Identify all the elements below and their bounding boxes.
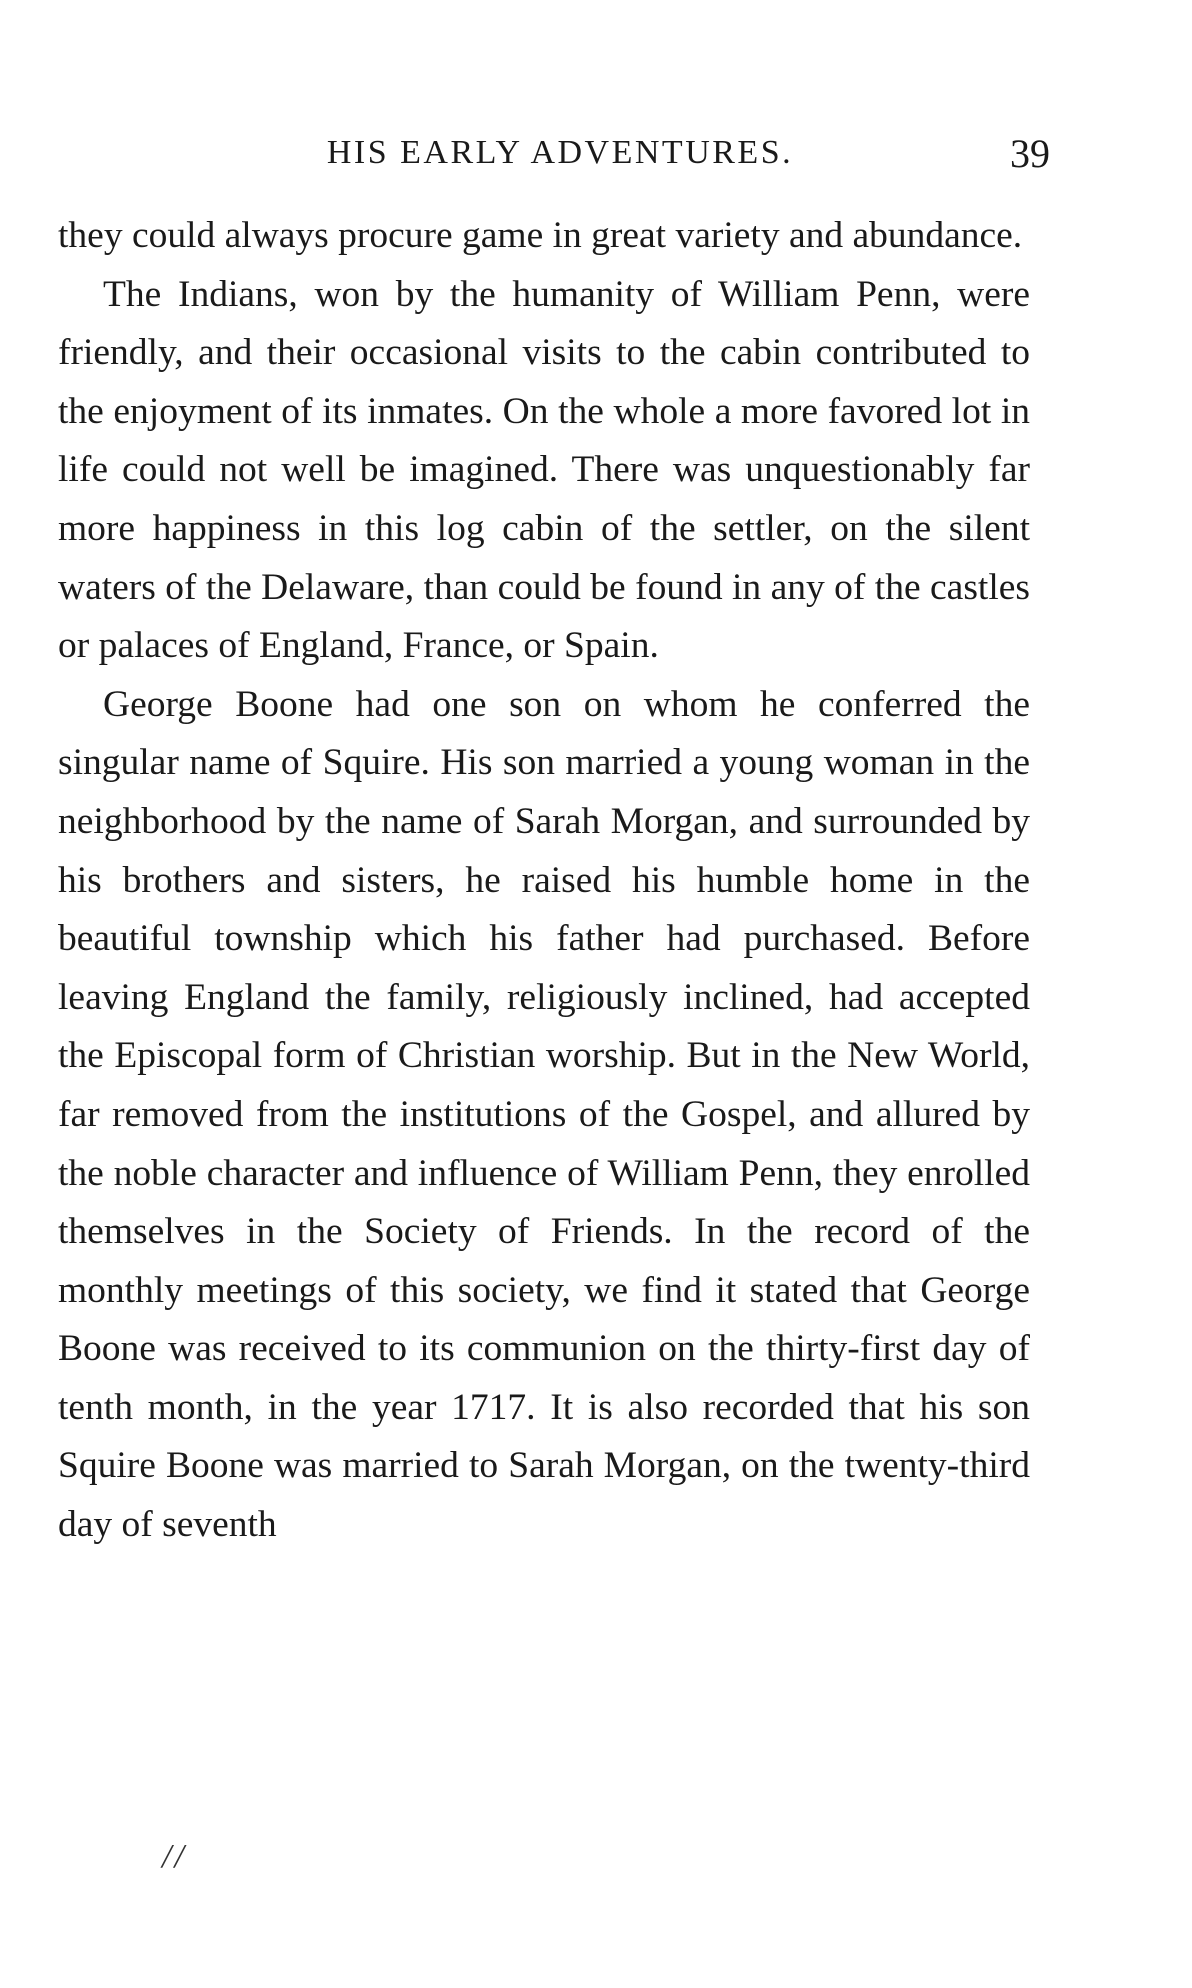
running-head-title: HIS EARLY ADVENTURES. <box>326 134 794 171</box>
running-head <box>60 131 1050 184</box>
paragraph-2: The Indians, won by the humanity of William Penn, were friendly, and their occasional visits to the cabin contributed to the enjoyment of its inmates. On the whole a more favored lot in life could not well be imagined. There was unquestionably far more happiness in this log cabin of the settler, on the silent waters of the Delaware, than could be found in any of the castles or palaces of England, France, or Spain. <box>58 273 1030 667</box>
footer-mark: // <box>162 1838 187 1875</box>
page-number: 39 <box>1010 131 1050 176</box>
paragraph-1: they could always procure game in great variety and abundance. <box>58 215 1023 256</box>
paragraph-3: George Boone had one son on whom he conferred the singular name of Squire. His son married a young woman in the neighborhood by the name of Sarah Morgan, and surrounded by his brothers and sisters, he raised his humble home in the beautiful township which his father had purchased. Before leaving England the family, religiously inclined, had accepted the Episcopal form of Christian worship. But in the New World, far removed from the institutions of the Gospel, and allured by the noble character and influence of William Penn, they enrolled themselves in the Society of Friends. In the record of the monthly meetings of this society, we find it stated that George Boone was received to its communion on the thirty-first day of tenth month, in the year 1717. It is also recorded that his son Squire Boone was married to Sarah Morgan, on the twenty-third day of seventh <box>58 683 1030 1546</box>
body-text <box>58 207 1030 1555</box>
